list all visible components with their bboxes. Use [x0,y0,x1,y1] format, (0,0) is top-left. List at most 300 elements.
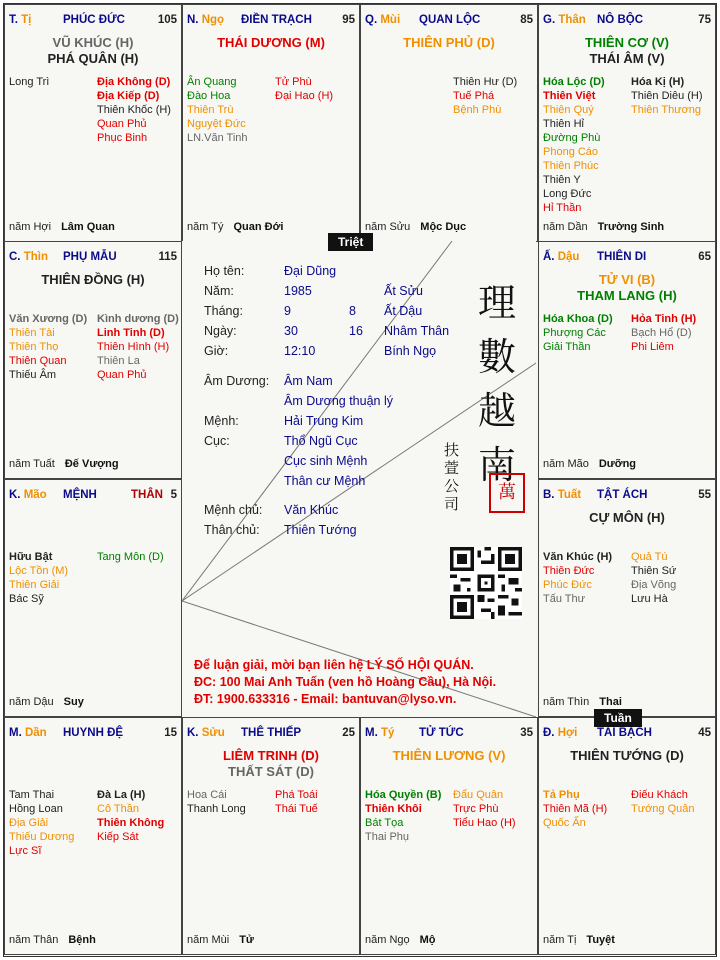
life-phase: Suy [63,696,84,708]
calligraphy-logo [467,276,527,492]
main-stars [541,35,713,67]
palace-footer [543,934,615,946]
minor-star: Linh Tinh (D) [97,327,165,339]
value-nam-3: Ất Sửu [384,284,423,298]
palace-stem [543,489,581,501]
palace-number: 35 [520,727,533,739]
stem-label: Đ. [543,727,555,739]
stem-label: K. [187,727,199,739]
palace-number: 55 [698,489,711,501]
main-stars [363,35,535,51]
left-stars [9,75,49,89]
minor-star: Thiên Tài [9,327,55,339]
palace-stem [365,727,394,739]
label-gio: Giờ: [204,344,229,358]
logo-char: 數 [477,335,516,379]
value-gio-1: 12:10 [284,344,316,358]
main-star: THIÊN PHỦ (D) [403,35,495,50]
right-stars [631,312,696,354]
left-stars [187,788,246,816]
tuan-tag: Tuần [594,709,642,727]
minor-star: Kiếp Sát [97,831,139,843]
right-stars [631,550,676,606]
palace-stem [9,727,47,739]
year-label: năm Mùi [187,934,230,946]
palace-header [543,14,711,28]
life-phase: Đế Vượng [64,458,119,470]
right-stars [97,550,164,564]
than-marker: THÂN [131,489,163,501]
branch-label: Thân [558,14,586,26]
minor-star: Kình dương (D) [97,313,179,325]
value-ngay-2: 16 [349,324,363,338]
palace-stem [543,727,577,739]
logo-char: 南 [477,443,516,487]
branch-label: Dậu [557,251,580,263]
year-label: năm Thân [9,934,59,946]
palace-number: 115 [158,251,177,263]
left-stars [543,788,607,830]
destiny-info [204,371,393,491]
life-phase: Dưỡng [598,458,637,470]
sub-char: 扶 [444,441,460,459]
minor-star: Đẩu Quân [453,789,504,801]
palace-cell-ti[interactable] [4,4,182,242]
minor-star: Cô Thần [97,803,139,815]
minor-star: Thiên Đức [543,565,595,577]
left-stars [9,550,68,606]
branch-label: Tý [380,727,395,739]
value-gio-3: Bính Ngọ [384,344,437,358]
life-phase: Quan Đới [233,221,284,233]
minor-star: Hoa Cái [187,789,227,801]
main-star: THIÊN LƯƠNG (V) [392,748,506,763]
palace-footer [9,221,115,233]
right-stars [97,788,164,844]
branch-label: Mùi [380,14,401,26]
palace-header [543,727,711,741]
minor-star: Thiên Quan [9,355,67,367]
label-menh-chu: Mệnh chủ: [204,503,263,517]
minor-star: LN.Văn Tinh [187,132,248,144]
minor-star: Trực Phù [453,803,499,815]
palace-footer [365,221,466,233]
palace-cell-ngo[interactable] [182,4,360,242]
label-ngay: Ngày: [204,324,237,338]
minor-star: Bệnh Phù [453,104,502,116]
year-label: năm Tuất [9,458,55,470]
branch-label: Mão [23,489,47,501]
label-thang: Tháng: [204,304,243,318]
palace-stem [543,251,579,263]
minor-star: Tiểu Hao (H) [453,817,516,829]
palace-stem [9,14,31,26]
minor-star: Thiên Khôi [365,803,422,815]
minor-star: Tử Phù [275,76,312,88]
value-cuc-3: Thân cư Mệnh [284,474,366,488]
stem-label: N. [187,14,199,26]
stem-label: K. [9,489,21,501]
minor-star: Thiếu Dương [9,831,75,843]
main-stars [7,35,179,67]
value-am-duong-2: Âm Dương thuận lý [284,394,393,408]
palace-header [543,251,711,265]
minor-star: Thiên La [97,355,140,367]
life-phase: Lâm Quan [61,221,115,233]
minor-star: Địa Giải [9,817,49,829]
value-thang-3: Ất Dậu [384,304,423,318]
center-info-panel [182,241,536,717]
right-stars [453,75,517,117]
palace-name: HUYNH ĐỆ [63,727,124,739]
birth-info [204,261,450,361]
triet-tag: Triệt [328,233,373,251]
palace-name: QUAN LỘC [419,14,481,26]
palace-footer [543,696,622,708]
palace-number: 45 [698,727,711,739]
value-cuc-2: Cục sinh Mệnh [284,454,368,468]
year-label: năm Dần [543,221,588,233]
minor-star: Lưu Hà [631,593,668,605]
year-label: năm Mão [543,458,589,470]
branch-label: Hợi [557,727,578,739]
palace-name: NÔ BỘC [597,14,643,26]
minor-star: Giải Thần [543,341,591,353]
minor-star: Thiên Hình (H) [97,341,170,353]
minor-star: Hữu Bật [9,551,53,563]
palace-header [543,489,711,503]
main-star: TỬ VI (B) [598,272,656,287]
label-cuc: Cục: [204,434,230,448]
contact-line-1: Để luận giải, mời bạn liên hệ LÝ SỐ HỘI QUÁN. [194,658,474,672]
main-stars [363,748,535,764]
minor-star: Thiên Hỉ [543,118,584,130]
palace-header [9,251,177,265]
minor-star: Thiên Thương [631,104,702,116]
main-star: PHÁ QUÂN (H) [47,51,139,66]
minor-star: Tả Phụ [543,789,580,801]
main-star: THẤT SÁT (D) [228,764,314,779]
life-phase: Tuyệt [586,934,615,946]
right-stars [275,75,333,103]
ruler-info [204,500,357,540]
left-stars [543,75,605,215]
stem-label: G. [543,14,556,26]
minor-star: Phượng Các [543,327,606,339]
main-stars [185,748,357,780]
palace-stem [9,489,47,501]
palace-name: TỬ TỨC [419,727,464,739]
life-phase: Trường Sinh [597,221,665,233]
palace-footer [187,221,283,233]
red-seal-stamp: 萬 [489,473,525,513]
sub-char: 司 [444,495,460,513]
main-stars [7,272,179,288]
minor-star: Địa Võng [631,579,677,591]
palace-footer [365,934,436,946]
right-stars [631,75,703,117]
palace-header [187,727,355,741]
palace-cell-than[interactable] [538,4,716,242]
minor-star: Thiếu Âm [9,369,57,381]
minor-star: Quan Phủ [97,369,147,381]
left-stars [9,312,87,382]
palace-cell-mao[interactable] [4,479,182,717]
stem-label: Q. [365,14,378,26]
main-star: THIÊN TƯỚNG (D) [570,748,684,763]
minor-star: Hóa Khoa (D) [543,313,613,325]
palace-cell-dau[interactable] [538,241,716,479]
palace-header [9,14,177,28]
minor-star: Lộc Tồn (M) [9,565,69,577]
stem-label: T. [9,14,18,26]
right-stars [631,788,695,816]
minor-star: Phi Liêm [631,341,674,353]
minor-star: Tam Thai [9,789,55,801]
life-phase: Thai [599,696,622,708]
minor-star: Thái Tuế [275,803,318,815]
branch-label: Sửu [201,727,225,739]
palace-number: 5 [170,489,177,501]
palace-footer [9,696,84,708]
palace-number: 95 [342,14,355,26]
stem-label: M. [365,727,378,739]
main-stars [541,510,713,526]
right-stars [453,788,516,830]
minor-star: Tấu Thư [543,593,586,605]
palace-header [365,14,533,28]
right-stars [97,312,179,382]
palace-header [187,14,355,28]
palace-name: TẬT ÁCH [597,489,648,501]
year-label: năm Sửu [365,221,411,233]
minor-star: Văn Xương (D) [9,313,88,325]
left-stars [187,75,248,145]
life-phase: Bệnh [68,934,96,946]
minor-star: Thiên Quý [543,104,594,116]
left-stars [543,550,612,606]
main-star: THAM LANG (H) [577,288,677,303]
minor-star: Nguyệt Đức [187,118,246,130]
palace-cell-tuat[interactable] [538,479,716,717]
palace-footer [187,934,254,946]
palace-footer [543,221,664,233]
main-star: LIÊM TRINH (D) [222,748,320,763]
branch-label: Thìn [23,251,48,263]
year-label: năm Ngọ [365,934,410,946]
minor-star: Phúc Đức [543,579,592,591]
value-thang-1: 9 [284,304,291,318]
palace-stem [187,727,225,739]
value-menh-chu: Văn Khúc [284,503,339,517]
palace-name: TÀI BẠCH [597,727,652,739]
stem-label: B. [543,489,555,501]
label-am-duong: Âm Dương: [204,374,270,388]
branch-label: Tị [21,14,32,26]
minor-star: Thiên Sứ [631,565,677,577]
life-phase: Mộ [419,934,436,946]
palace-footer [543,458,636,470]
palace-cell-dan[interactable] [4,717,182,955]
main-star: THIÊN ĐỒNG (H) [41,272,145,287]
label-than-chu: Thân chủ: [204,523,260,537]
year-label: năm Tý [187,221,224,233]
minor-star: Tang Môn (D) [97,551,164,563]
contact-line-2: ĐC: 100 Mai Anh Tuấn (ven hồ Hoàng Cầu), Hà Nội. [194,675,497,689]
branch-label: Ngọ [201,14,225,26]
palace-header [365,727,533,741]
stem-label: C. [9,251,21,263]
sub-char: 萱 [444,459,460,477]
minor-star: Long Trì [9,76,50,88]
palace-number: 15 [164,727,177,739]
palace-footer [9,934,96,946]
year-label: năm Tị [543,934,577,946]
minor-star: Thiên Diêu (H) [631,90,703,102]
palace-name: ĐIỀN TRẠCH [241,14,312,26]
qr-code-icon[interactable] [450,547,522,619]
life-phase: Mộc Dục [420,221,467,233]
minor-star: Tướng Quân [631,803,695,815]
label-menh: Mệnh: [204,414,239,428]
minor-star: Hồng Loan [9,803,63,815]
palace-cell-mui[interactable] [360,4,538,242]
minor-star: Thiên Trù [187,104,234,116]
palace-cell-thin[interactable] [4,241,182,479]
palace-cell-ty[interactable] [360,717,538,955]
palace-header [9,727,177,741]
minor-star: Quốc Ấn [543,817,586,829]
palace-number: 75 [698,14,711,26]
label-ho-ten: Họ tên: [204,264,245,278]
minor-star: Đường Phù [543,132,601,144]
minor-star: Văn Khúc (H) [543,551,613,563]
minor-star: Phá Toái [275,789,318,801]
minor-star: Tuế Phá [453,90,495,102]
palace-stem [365,14,400,26]
sub-char: 公 [444,477,460,495]
right-stars [275,788,318,816]
palace-name: PHÚC ĐỨC [63,14,125,26]
palace-number: 65 [698,251,711,263]
minor-star: Phong Cáo [543,146,599,158]
main-star: THIÊN CƠ (V) [584,35,670,50]
value-am-duong-1: Âm Nam [284,374,333,388]
minor-star: Phục Binh [97,132,148,144]
minor-star: Đại Hao (H) [275,90,334,102]
palace-name: MỆNH [63,489,97,501]
left-stars [543,312,613,354]
minor-star: Hóa Kị (H) [631,76,685,88]
minor-star: Thiên Việt [543,90,596,102]
main-star: VŨ KHÚC (H) [52,35,134,50]
minor-star: Hóa Quyền (B) [365,789,442,801]
minor-star: Thiên Phúc [543,160,599,172]
palace-number: 85 [520,14,533,26]
value-nam-1: 1985 [284,284,312,298]
minor-star: Ân Quang [187,76,237,88]
minor-star: Thiên Thọ [9,341,59,353]
year-label: năm Thìn [543,696,590,708]
main-stars [541,272,713,304]
minor-star: Đào Hoa [187,90,231,102]
minor-star: Hỉ Thần [543,202,582,214]
minor-star: Hóa Lộc (D) [543,76,605,88]
minor-star: Lực Sĩ [9,845,42,857]
minor-star: Quan Phủ [97,118,147,130]
minor-star: Long Đức [543,188,592,200]
minor-star: Bát Tọa [365,817,404,829]
stem-label: M. [9,727,22,739]
logo-char: 越 [477,389,516,433]
branch-label: Tuất [557,489,582,501]
palace-stem [543,14,586,26]
value-cuc-1: Thổ Ngũ Cục [284,434,358,448]
label-nam: Năm: [204,284,234,298]
minor-star: Thai Phụ [365,831,410,843]
year-label: năm Dậu [9,696,54,708]
main-star: CỰ MÔN (H) [589,510,665,525]
value-menh: Hải Trung Kim [284,414,364,428]
value-ngay-1: 30 [284,324,298,338]
minor-star: Quả Tú [631,551,668,563]
minor-star: Thiên Mã (H) [543,803,608,815]
palace-cell-suu[interactable] [182,717,360,955]
palace-number: 25 [342,727,355,739]
minor-star: Điếu Khách [631,789,688,801]
main-stars [541,748,713,764]
value-thang-2: 8 [349,304,356,318]
calligraphy-subtitle [444,441,466,513]
palace-stem [9,251,48,263]
contact-info [194,657,496,708]
minor-star: Bạch Hổ (D) [631,327,692,339]
palace-name: PHỤ MẪU [63,251,117,263]
palace-footer [9,458,119,470]
palace-cell-hoi[interactable] [538,717,716,955]
branch-label: Dần [24,727,47,739]
right-stars [97,75,171,145]
value-than-chu: Thiên Tướng [284,523,357,537]
stem-label: Ấ. [543,251,555,263]
minor-star: Thiên Khốc (H) [97,104,171,116]
minor-star: Địa Không (D) [97,76,171,88]
palace-stem [187,14,224,26]
palace-name: THÊ THIẾP [241,727,302,739]
minor-star: Địa Kiếp (D) [97,90,160,102]
minor-star: Hỏa Tinh (H) [631,313,697,325]
main-star: THÁI DƯƠNG (M) [217,35,325,50]
main-stars [185,35,357,51]
left-stars [9,788,74,858]
minor-star: Thanh Long [187,803,246,815]
life-phase: Tử [239,934,254,946]
palace-name: THIÊN DI [597,251,647,263]
value-ngay-3: Nhâm Thân [384,324,450,338]
minor-star: Thiên Y [543,174,581,186]
minor-star: Đà La (H) [97,789,146,801]
contact-line-3: ĐT: 1900.633316 - Email: bantuvan@lyso.vn. [194,692,457,706]
minor-star: Thiên Không [97,817,165,829]
minor-star: Bác Sỹ [9,593,44,605]
main-star: THÁI ÂM (V) [589,51,665,66]
logo-char: 理 [477,281,516,325]
palace-number: 105 [157,14,177,26]
left-stars [365,788,441,844]
minor-star: Thiên Giải [9,579,60,591]
year-label: năm Hợi [9,221,52,233]
value-ho-ten: Đại Dũng [284,264,337,278]
